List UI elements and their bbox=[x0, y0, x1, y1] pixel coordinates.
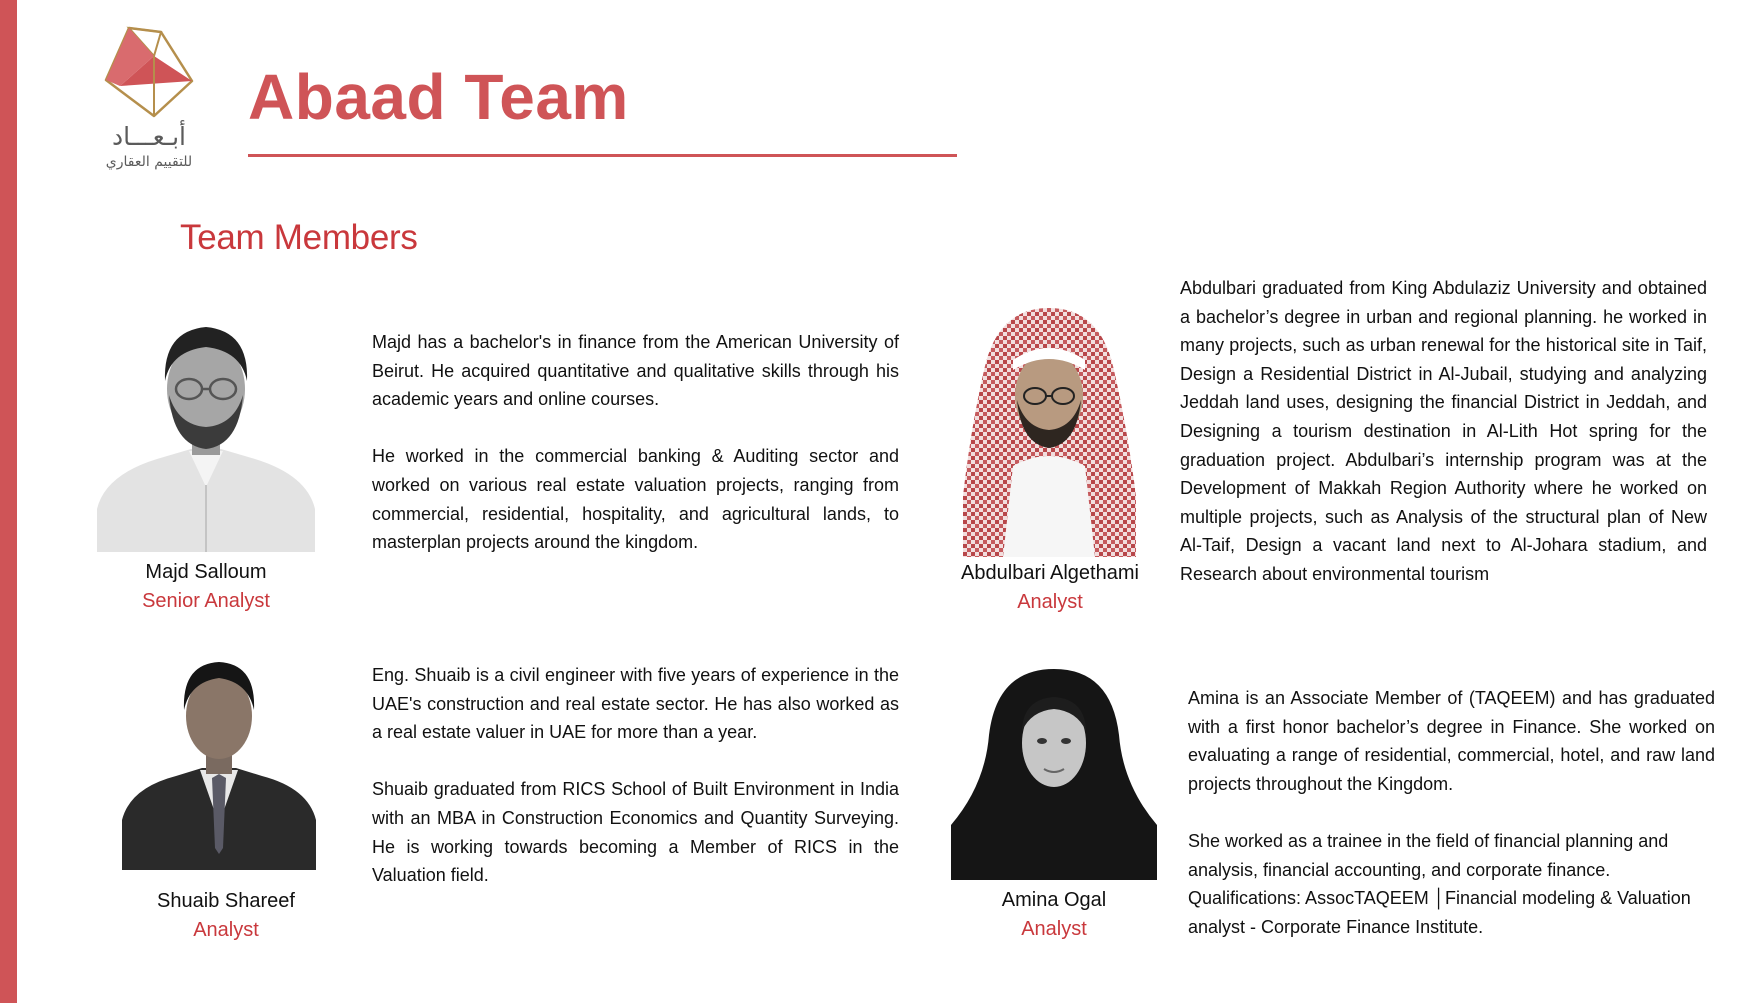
bio-paragraph: Shuaib graduated from RICS School of Built Environment in India with an MBA in Construction Economics and Quantity Surveying. He is working towards becoming a Member of RICS in the Valuation field. bbox=[372, 779, 899, 886]
member-name: Abdulbari Algethami bbox=[961, 562, 1139, 584]
member-name: Shuaib Shareef bbox=[157, 890, 295, 912]
member-role: Analyst bbox=[1021, 918, 1087, 940]
member-name: Majd Salloum bbox=[145, 561, 267, 583]
member-photo-abdulbari bbox=[963, 296, 1136, 557]
member-role: Senior Analyst bbox=[142, 590, 270, 612]
bio-paragraph: Majd has a bachelor's in finance from the American University of Beirut. He acquired quantitative and qualitative skills through his academic years and online courses. bbox=[372, 332, 899, 410]
member-bio bbox=[1188, 684, 1715, 941]
member-role: Analyst bbox=[193, 919, 259, 941]
title-underline bbox=[248, 154, 957, 157]
logo-arabic-name: أبـعـــاد bbox=[111, 122, 186, 151]
member-bio bbox=[372, 328, 899, 557]
member-photo-amina bbox=[951, 665, 1157, 880]
abaad-logo-mark-icon bbox=[102, 26, 196, 118]
member-bio bbox=[372, 661, 899, 890]
bio-paragraph: Amina is an Associate Member of (TAQEEM) and has graduated with a first honor bachelor’s degree in Finance. She worked on evaluating a range of residential, commercial, hotel, and raw land projects throughout the Kingdom. bbox=[1188, 688, 1715, 794]
bio-paragraph: Eng. Shuaib is a civil engineer with five years of experience in the UAE's construction and real estate sector. He has also worked as a real estate valuer in UAE for more than a year. bbox=[372, 665, 899, 743]
side-accent-bar bbox=[0, 0, 17, 1003]
logo-arabic-tagline: للتقييم العقاري bbox=[105, 154, 193, 170]
abaad-logo bbox=[94, 26, 204, 176]
member-bio bbox=[1180, 274, 1707, 589]
bio-paragraph: Abdulbari graduated from King Abdulaziz University and obtained a bachelor’s degree in urban and regional planning. he worked in many projects, such as urban renewal for the historical site in Taif, Design a Residential District in Al-Jubail, studying and analyzing Jeddah land uses, designing the financial District in Jeddah, and Designing a tourism destination in Al-Lith Hot spring for the graduation project. Abdulbari’s internship program was at the Development of Makkah Region Authority where he worked on multiple projects, such as Analysis of the structural plan of New Al-Taif, Design a vacant land next to Al-Johara stadium, and Research about environmental tourism bbox=[1180, 278, 1707, 584]
member-photo-shuaib bbox=[122, 648, 316, 870]
member-role: Analyst bbox=[1017, 591, 1083, 613]
bio-paragraph: She worked as a trainee in the field of financial planning and analysis, financial accounting, and corporate finance. Qualifications: AssocTAQEEM │Financial modeling & Valuation analyst - Corporate Finance Institute. bbox=[1188, 830, 1691, 937]
member-photo-majd bbox=[97, 313, 315, 552]
section-title: Team Members bbox=[180, 218, 418, 257]
page-title: Abaad Team bbox=[248, 61, 629, 133]
member-name: Amina Ogal bbox=[1001, 889, 1107, 911]
bio-paragraph: He worked in the commercial banking & Auditing sector and worked on various real estate valuation projects, ranging from commercial, residential, hospitality, and agricultural lands, to masterplan projects around the kingdom. bbox=[372, 446, 899, 553]
